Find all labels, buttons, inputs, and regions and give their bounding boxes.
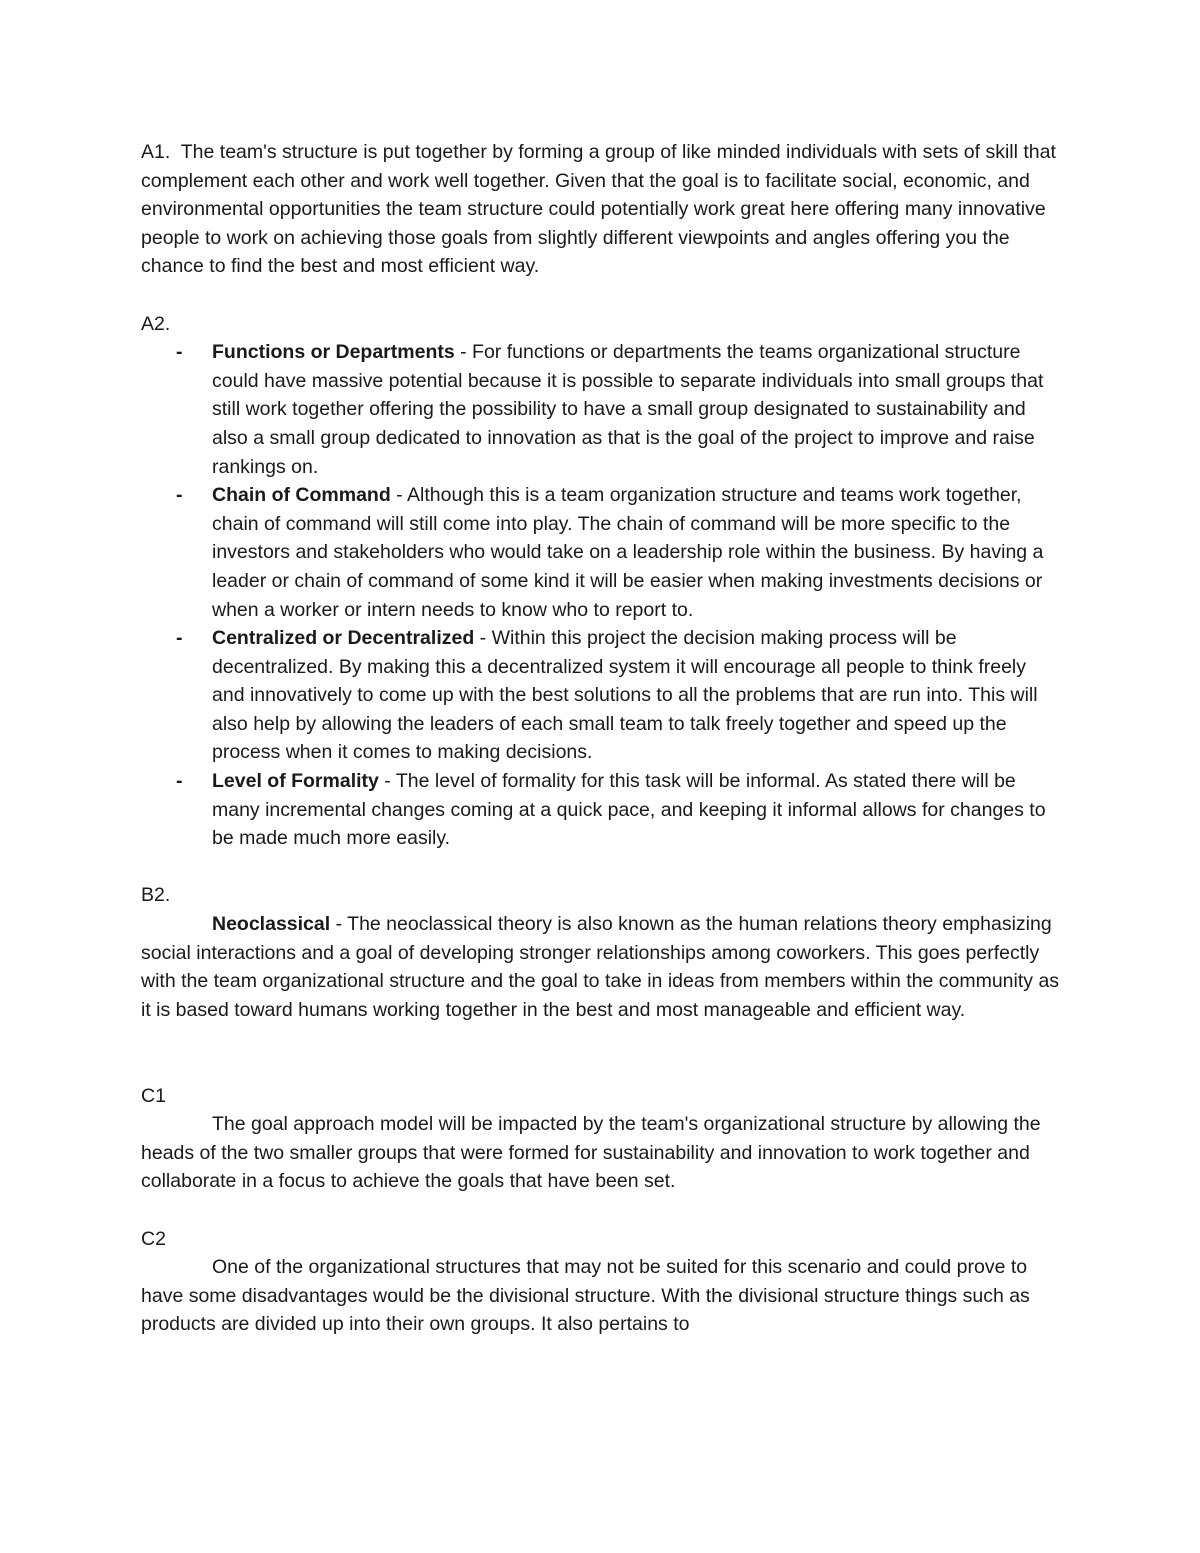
item-term: Chain of Command: [212, 484, 391, 507]
a2-bullet-list: [141, 338, 1061, 853]
section-b2: [141, 881, 1061, 1024]
section-b2-heading: B2.: [141, 884, 171, 907]
c2-text: One of the organizational structures that may not be suited for this scenario and could prove to have some disadvantages would be the divisional structure. With the divisional structure things such as products are divided up into their own groups. It also pertains to: [141, 1256, 1030, 1336]
bullet-marker: -: [176, 484, 183, 507]
document-page: [141, 138, 1061, 1339]
section-c2-body: [141, 1253, 1061, 1339]
section-a2: [141, 310, 1061, 853]
b2-text: The neoclassical theory is also known as the human relations theory emphasizing social interactions and a goal of developing stronger relationships among coworkers. This goes perfectly with the team organizational structure and the goal to take in ideas from members within the community as it is based toward humans working together in the best and most manageable and efficient way.: [141, 913, 1060, 1021]
section-b2-body: [141, 910, 1061, 1024]
bullet-marker: -: [176, 770, 183, 793]
bullet-marker: -: [176, 627, 183, 650]
section-c2: [141, 1225, 1061, 1339]
section-c1: [141, 1082, 1061, 1196]
item-term: Level of Formality: [212, 770, 379, 793]
item-term: Functions or Departments: [212, 341, 455, 364]
c1-text: The goal approach model will be impacted by the team's organizational structure by allowing the heads of the two smaller groups that were formed for sustainability and innovation to work together and collaborate in a focus to achieve the goals that have been set.: [141, 1113, 1041, 1193]
section-a1-text: The team's structure is put together by forming a group of like minded individuals with sets of skill that complement each other and work well together. Given that the goal is to facilitate social, economic, and environmental opportunities the team structure could potentially work great here offering many innovative people to work on achieving those goals from slightly different viewpoints and angles offering you the chance to find the best and most efficient way.: [141, 141, 1056, 278]
list-item: [141, 767, 1061, 853]
list-item: [141, 481, 1061, 624]
section-c1-body: [141, 1110, 1061, 1196]
item-separator: -: [454, 341, 473, 364]
b2-separator: -: [330, 913, 348, 936]
b2-term: Neoclassical: [212, 913, 331, 936]
item-separator: -: [474, 627, 492, 650]
list-item: [141, 338, 1061, 481]
item-text: For functions or departments the teams organizational structure could have massive potential because it is possible to separate individuals into small groups that still work together offering the possibility to have a small group designated to sustainability and also a small group dedicated to innovation as that is the goal of the project to improve and raise rankings on.: [212, 341, 1044, 478]
section-a1-heading: A1.: [141, 141, 171, 163]
section-a1: [141, 138, 1061, 281]
item-text: The level of formality for this task will be informal. As stated there will be many incremental changes coming at a quick pace, and keeping it informal allows for changes to be made much more easily.: [212, 770, 1046, 850]
item-text: Although this is a team organization structure and teams work together, chain of command will still come into play. The chain of command will be more specific to the investors and stakeholders who would take on a leadership role within the business. By having a leader or chain of command of some kind it will be easier when making investments decisions or when a worker or intern needs to know who to report to.: [212, 484, 1044, 621]
section-a2-heading: A2.: [141, 312, 171, 335]
list-item: [141, 624, 1061, 767]
section-c2-heading: C2: [141, 1227, 166, 1250]
bullet-marker: -: [176, 341, 183, 364]
item-separator: -: [390, 484, 408, 507]
item-separator: -: [378, 770, 396, 793]
section-c1-heading: C1: [141, 1084, 166, 1107]
item-text: Within this project the decision making process will be decentralized. By making this a decentralized system it will encourage all people to think freely and innovatively to come up with the best solutions to all the problems that are run into. This will also help by allowing the leaders of each small team to talk freely together and speed up the process when it comes to making decisions.: [212, 627, 1038, 764]
item-term: Centralized or Decentralized: [212, 627, 475, 650]
